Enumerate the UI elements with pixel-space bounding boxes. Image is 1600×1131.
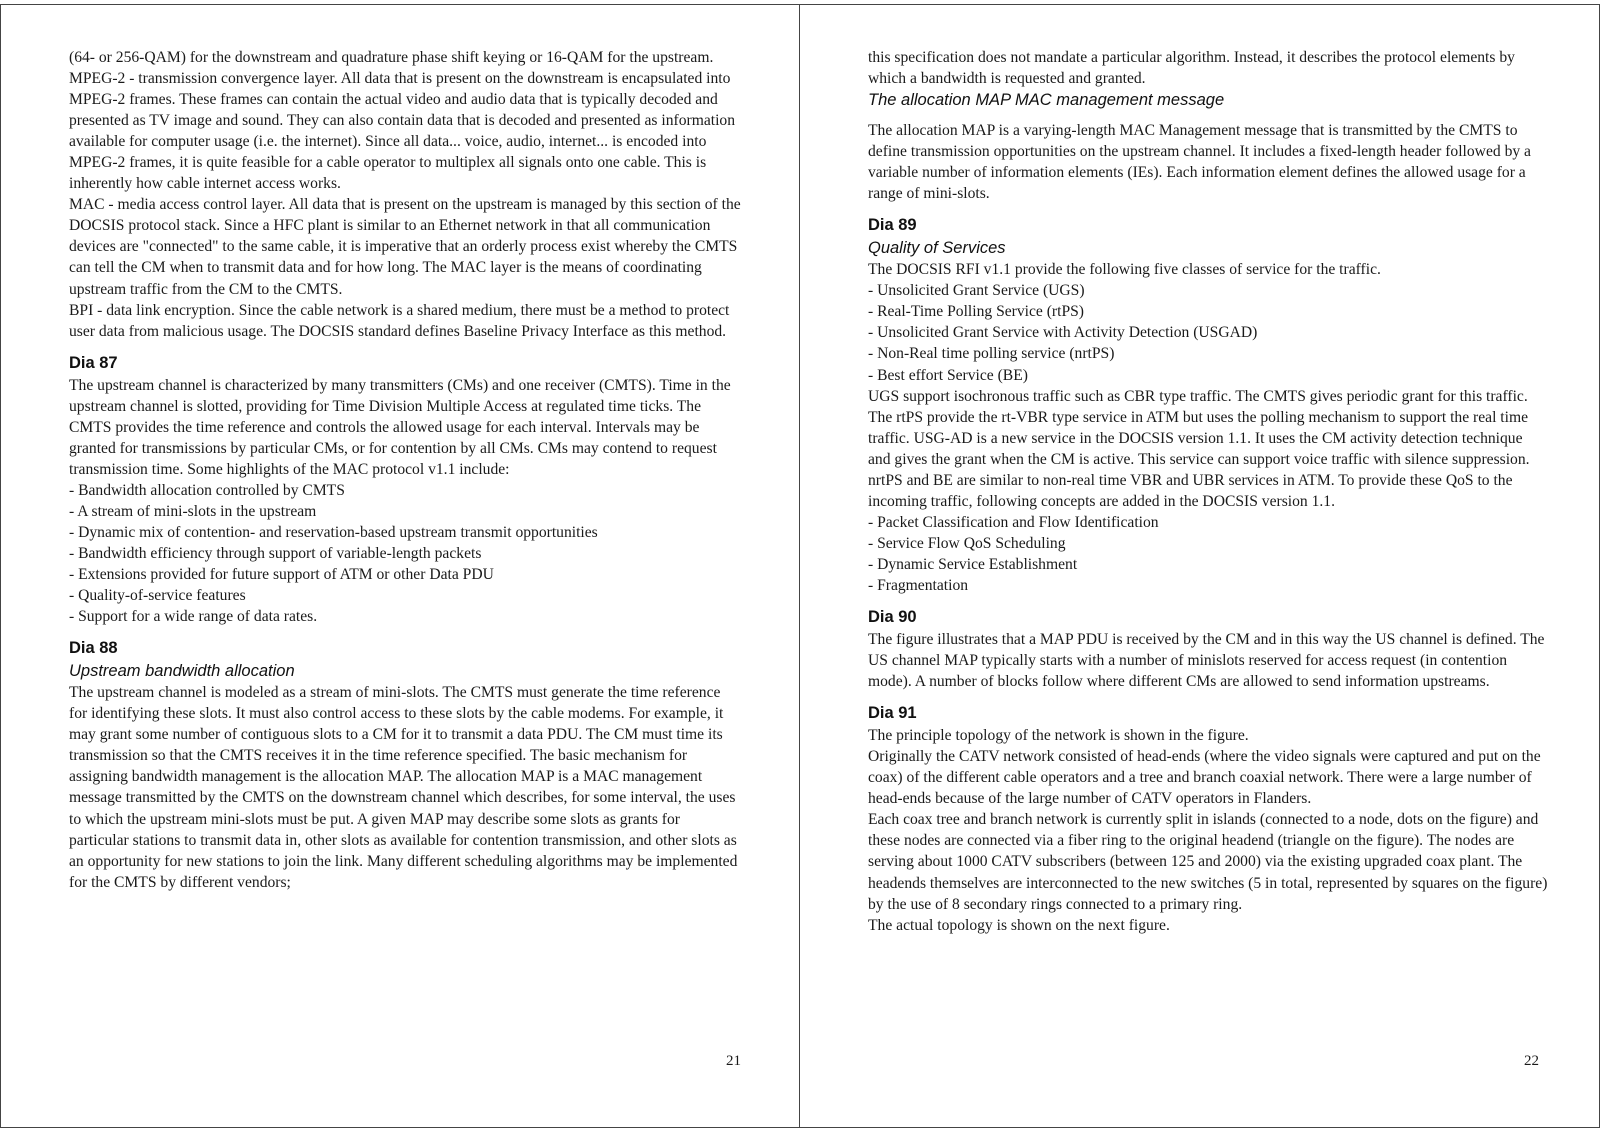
dia-87-paragraph: The upstream channel is characterized by many transmitters (CMs) and one receiver (CMTS). Time in the upstream channel is slotted, providing for Time Division Multiple Access at regulated time ticks. The CMTS provides the time reference and controls the allowed usage for each interval. Intervals may be granted for transmissions by particular CMs, or for contention by all CMs. CMs may contend to request transmission time. Some highlights of the MAC protocol v1.1 include: <box>69 376 731 478</box>
section-heading-dia-89: Dia 89 <box>868 216 917 235</box>
service-classes-list <box>868 280 1548 385</box>
map-paragraph: The allocation MAP is a varying-length MAC Management message that is transmitted by the CMTS to define transmission opportunities on the upstream channel. It includes a fixed-length header followed by a variable number of information elements (IEs). Each information element defines the allowed usage for a range of mini-slots. <box>868 122 1531 203</box>
dia-91-paragraph: The actual topology is shown on the next figure. <box>868 916 1170 934</box>
dia-89-intro: The DOCSIS RFI v1.1 provide the following five classes of service for the traffic. <box>868 261 1381 279</box>
list-item: - Quality-of-service features <box>69 587 246 605</box>
right-page <box>868 47 1548 936</box>
list-item: - A stream of mini-slots in the upstream <box>69 502 317 520</box>
list-item: - Real-Time Polling Service (rtPS) <box>868 303 1084 321</box>
section-heading-dia-88: Dia 88 <box>69 639 118 658</box>
page-number-left: 21 <box>726 1053 741 1069</box>
dia-91-paragraph: The principle topology of the network is shown in the figure. <box>868 727 1249 745</box>
list-item: - Best effort Service (BE) <box>868 366 1028 384</box>
intro-paragraph: (64- or 256-QAM) for the downstream and quadrature phase shift keying or 16-QAM for the upstream. <box>69 49 714 66</box>
list-item: - Service Flow QoS Scheduling <box>868 534 1066 552</box>
list-item: - Dynamic Service Establishment <box>868 555 1078 573</box>
map-subheading: The allocation MAP MAC management message <box>868 91 1225 110</box>
intro-paragraph: MAC - media access control layer. All data that is present on the upstream is managed by this section of the DOCSIS protocol stack. Since a HFC plant is similar to an Ethernet network in that all communication devices are "connected" to the same cable, it is imperative that an orderly process exist whereby the CMTS can tell the CM when to transmit data and for how long. The MAC layer is the means of coordinating upstream traffic from the CM to the CMTS. <box>69 196 741 298</box>
dia-88-paragraph: The upstream channel is modeled as a stream of mini-slots. The CMTS must generate the time reference for identifying these slots. It must also control access to these slots by the cable modems. For example, it may grant some number of contiguous slots to a CM for it to transmit a data PDU. The CM must time its transmission so that the CMTS receives it in the time reference specified. The basic mechanism for assigning bandwidth management is the allocation MAP. The allocation MAP is a MAC management message transmitted by the CMTS on the downstream channel which describes, for some interval, the uses to which the upstream mini-slots must be put. A given MAP may describe some slots as grants for particular stations to transmit data in, other slots as available for contention transmission, and other slots as an opportunity for new stations to join the link. Many different scheduling algorithms may be implemented for the CMTS by different vendors; <box>69 684 738 891</box>
section-heading-dia-87: Dia 87 <box>69 353 118 372</box>
dia-89-subheading: Quality of Services <box>868 239 1006 258</box>
list-item: - Fragmentation <box>868 576 969 594</box>
list-item: - Extensions provided for future support of ATM or other Data PDU <box>69 566 494 584</box>
dia-87-list <box>69 480 741 627</box>
list-item: - Packet Classification and Flow Identification <box>868 513 1159 531</box>
intro-paragraph: BPI - data link encryption. Since the cable network is a shared medium, there must be a method to protect user data from malicious usage. The DOCSIS standard defines Baseline Privacy Interface as this method. <box>69 301 730 340</box>
intro-paragraph: MPEG-2 - transmission convergence layer. All data that is present on the downstream is encapsulated into MPEG-2 frames. These frames can contain the actual video and audio data that is typically decoded and presented as TV image and sound. They can also contain data that is decoded and presented as information available for computer usage (i.e. the internet). Since all data... voice, audio, internet... is encoded into MPEG-2 frames, it is quite feasible for a cable operator to multiplex all signals onto one cable. This is inherently how cable internet access works. <box>69 70 736 193</box>
left-page <box>69 47 741 893</box>
list-item: - Bandwidth efficiency through support of variable-length packets <box>69 545 482 563</box>
list-item: - Support for a wide range of data rates. <box>69 608 318 626</box>
dia-91-paragraph: Each coax tree and branch network is currently split in islands (connected to a node, dots on the figure) and these nodes are connected via a fiber ring to the original headend (triangle on the figure). The nodes are serving about 1000 CATV subscribers (between 125 and 2000) via the existing upgraded coax plant. The headends themselves are interconnected to the new switches (5 in total, represented by squares on the figure) by the use of 8 secondary rings connected to a primary ring. <box>868 811 1548 913</box>
dia-89-paragraph: UGS support isochronous traffic such as CBR type traffic. The CMTS gives periodic grant for this traffic. The rtPS provide the rt-VBR type service in ATM but uses the polling mechanism to support the real time traffic. USG-AD is a new service in the DOCSIS version 1.1. It uses the CM activity detection technique and gives the grant when the CM is active. This service can support voice traffic with silence suppression. nrtPS and BE are similar to non-real time VBR and UBR services in ATM. To provide these QoS to the incoming traffic, following concepts are added in the DOCSIS version 1.1. <box>868 387 1530 510</box>
list-item: - Unsolicited Grant Service with Activity Detection (USGAD) <box>868 324 1258 342</box>
list-item: - Bandwidth allocation controlled by CMTS <box>69 481 345 499</box>
section-heading-dia-90: Dia 90 <box>868 608 917 627</box>
dia-90-paragraph: The figure illustrates that a MAP PDU is received by the CM and in this way the US channel is defined. The US channel MAP typically starts with a number of minislots reserved for access request (in contention mode). A number of blocks follow where different CMs are allowed to send information upstreams. <box>868 631 1545 691</box>
page-number-right: 22 <box>1524 1053 1539 1069</box>
concepts-list <box>868 512 1548 596</box>
continuation-paragraph: this specification does not mandate a particular algorithm. Instead, it describes the protocol elements by which a bandwidth is requested and granted. <box>868 49 1515 88</box>
dia-91-paragraph: Originally the CATV network consisted of head-ends (where the video signals were captured and put on the coax) of the different cable operators and a tree and branch coaxial network. There were a large number of head-ends because of the large number of CATV operators in Flanders. <box>868 748 1541 808</box>
list-item: - Unsolicited Grant Service (UGS) <box>868 282 1085 300</box>
list-item: - Non-Real time polling service (nrtPS) <box>868 345 1115 363</box>
list-item: - Dynamic mix of contention- and reservation-based upstream transmit opportunities <box>69 523 598 541</box>
section-heading-dia-91: Dia 91 <box>868 704 917 723</box>
dia-88-subheading: Upstream bandwidth allocation <box>69 662 295 681</box>
